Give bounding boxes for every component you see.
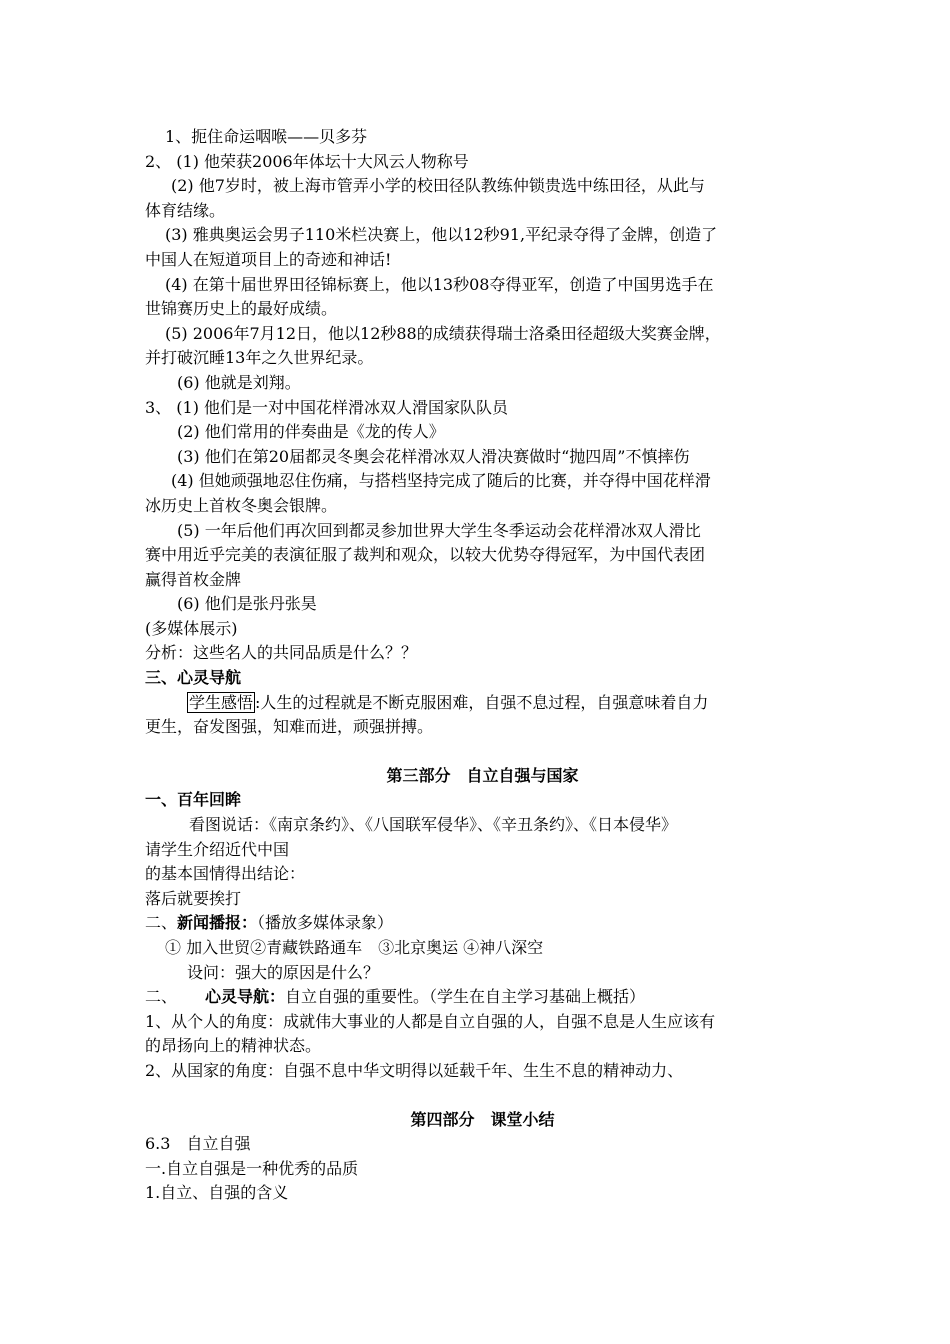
text-line: 分析：这些名人的共同品质是什么？？ — [145, 643, 418, 663]
text-line: (5) 2006年7月12日，他以12秒88的成绩获得瑞士洛桑田径超级大奖赛金牌， — [165, 323, 721, 343]
text-line: 1、从个人的角度：成就伟大事业的人都是自立自强的人，自强不息是人生应该有 — [145, 1011, 716, 1031]
text-line: 一.自立自强是一种优秀的品质 — [145, 1158, 359, 1178]
text-line: 2、 (1) 他荣获2006年体坛十大风云人物称号 — [145, 151, 469, 171]
text-line: (2) 他7岁时，被上海市管弄小学的校田径队教练仲锁贵选中练田径，从此与 — [171, 176, 705, 196]
spacer — [145, 740, 820, 764]
text-line: (5) 一年后他们再次回到都灵参加世界大学生冬季运动会花样滑冰双人滑比 — [177, 520, 701, 540]
document-page — [145, 125, 820, 1206]
insight-label: 学生感悟 — [189, 692, 254, 712]
text-line: (3) 他们在第20届都灵冬奥会花样滑冰双人滑决赛做时“抛四周”不慎摔伤 — [177, 446, 690, 466]
guide-title: 心灵导航： — [205, 987, 286, 1007]
guide-note: 自立自强的重要性。（学生在自主学习基础上概括） — [285, 987, 646, 1007]
text-line: (3) 雅典奥运会男子110米栏决赛上，他以12秒91,平纪录夺得了金牌，创造了 — [165, 225, 718, 245]
text-line: 赢得首枚金牌 — [145, 569, 242, 589]
guide-prefix: 二、 — [145, 987, 178, 1007]
text-line: 冰历史上首枚冬奥会银牌。 — [145, 495, 338, 515]
text-line: (多媒体展示) — [145, 618, 238, 638]
text-line: 的昂扬向上的精神状态。 — [145, 1036, 322, 1056]
news-heading — [145, 911, 820, 936]
text-line: ① 加入世贸②青藏铁路通车 ③北京奥运 ④神八深空 — [165, 938, 544, 957]
part-title: 第四部分 课堂小结 — [410, 1109, 555, 1129]
text-line: (2) 他们常用的伴奏曲是《龙的传人》 — [177, 422, 445, 442]
text-line: 1、扼住命运咽喉——贝多芬 — [165, 127, 368, 146]
text-line: 1.自立、自强的含义 — [145, 1183, 289, 1203]
section-heading: 一、百年回眸 — [145, 790, 242, 810]
text-line: 2、从国家的角度：自强不息中华文明得以延载千年、生生不息的精神动力、 — [145, 1060, 684, 1080]
section-heading: 三、心灵导航 — [145, 668, 242, 688]
text-line: (4) 但她顽强地忍住伤痛，与搭档坚持完成了随后的比赛，并夺得中国花样滑 — [171, 471, 711, 491]
text-line: (6) 他们是张丹张昊 — [177, 594, 317, 614]
text-line: 世锦赛历史上的最好成绩。 — [145, 299, 338, 319]
part-title: 第三部分 自立自强与国家 — [386, 765, 579, 785]
text-line: 6.3 自立自强 — [145, 1134, 251, 1154]
text-line: 并打破沉睡13年之久世界纪录。 — [145, 348, 374, 368]
guide-heading — [145, 985, 820, 1010]
text-line: 请学生介绍近代中国 — [145, 839, 290, 859]
text-line: 更生，奋发图强，知难而进，顽强拼搏。 — [145, 717, 434, 737]
text-line: 的基本国情得出结论： — [145, 864, 306, 884]
insight-text: :人生的过程就是不断克服困难，自强不息过程，自强意味着自力 — [255, 692, 709, 712]
insight-line — [145, 691, 820, 716]
text-line: 看图说话：《南京条约》、《八国联军侵华》、《辛丑条约》、《日本侵华》 — [189, 815, 678, 835]
text-line: 3、 (1) 他们是一对中国花样滑冰双人滑国家队队员 — [145, 397, 509, 417]
text-line: 赛中用近乎完美的表演征服了裁判和观众，以较大优势夺得冠军，为中国代表团 — [145, 545, 706, 565]
text-line: (4) 在第十届世界田径锦标赛上，他以13秒08夺得亚军，创造了中国男选手在 — [165, 274, 714, 294]
text-line: (6) 他就是刘翔。 — [177, 372, 301, 392]
text-line: 设问：强大的原因是什么？ — [187, 962, 380, 982]
news-title: 新闻播报： — [177, 913, 258, 933]
news-prefix: 二、 — [145, 913, 178, 933]
news-note: （播放多媒体录象） — [257, 913, 394, 933]
text-line: 中国人在短道项目上的奇迹和神话! — [145, 249, 392, 269]
text-line: 落后就要挨打 — [145, 888, 242, 908]
text-line: 体育结缘。 — [145, 200, 226, 220]
spacer — [145, 1084, 820, 1108]
